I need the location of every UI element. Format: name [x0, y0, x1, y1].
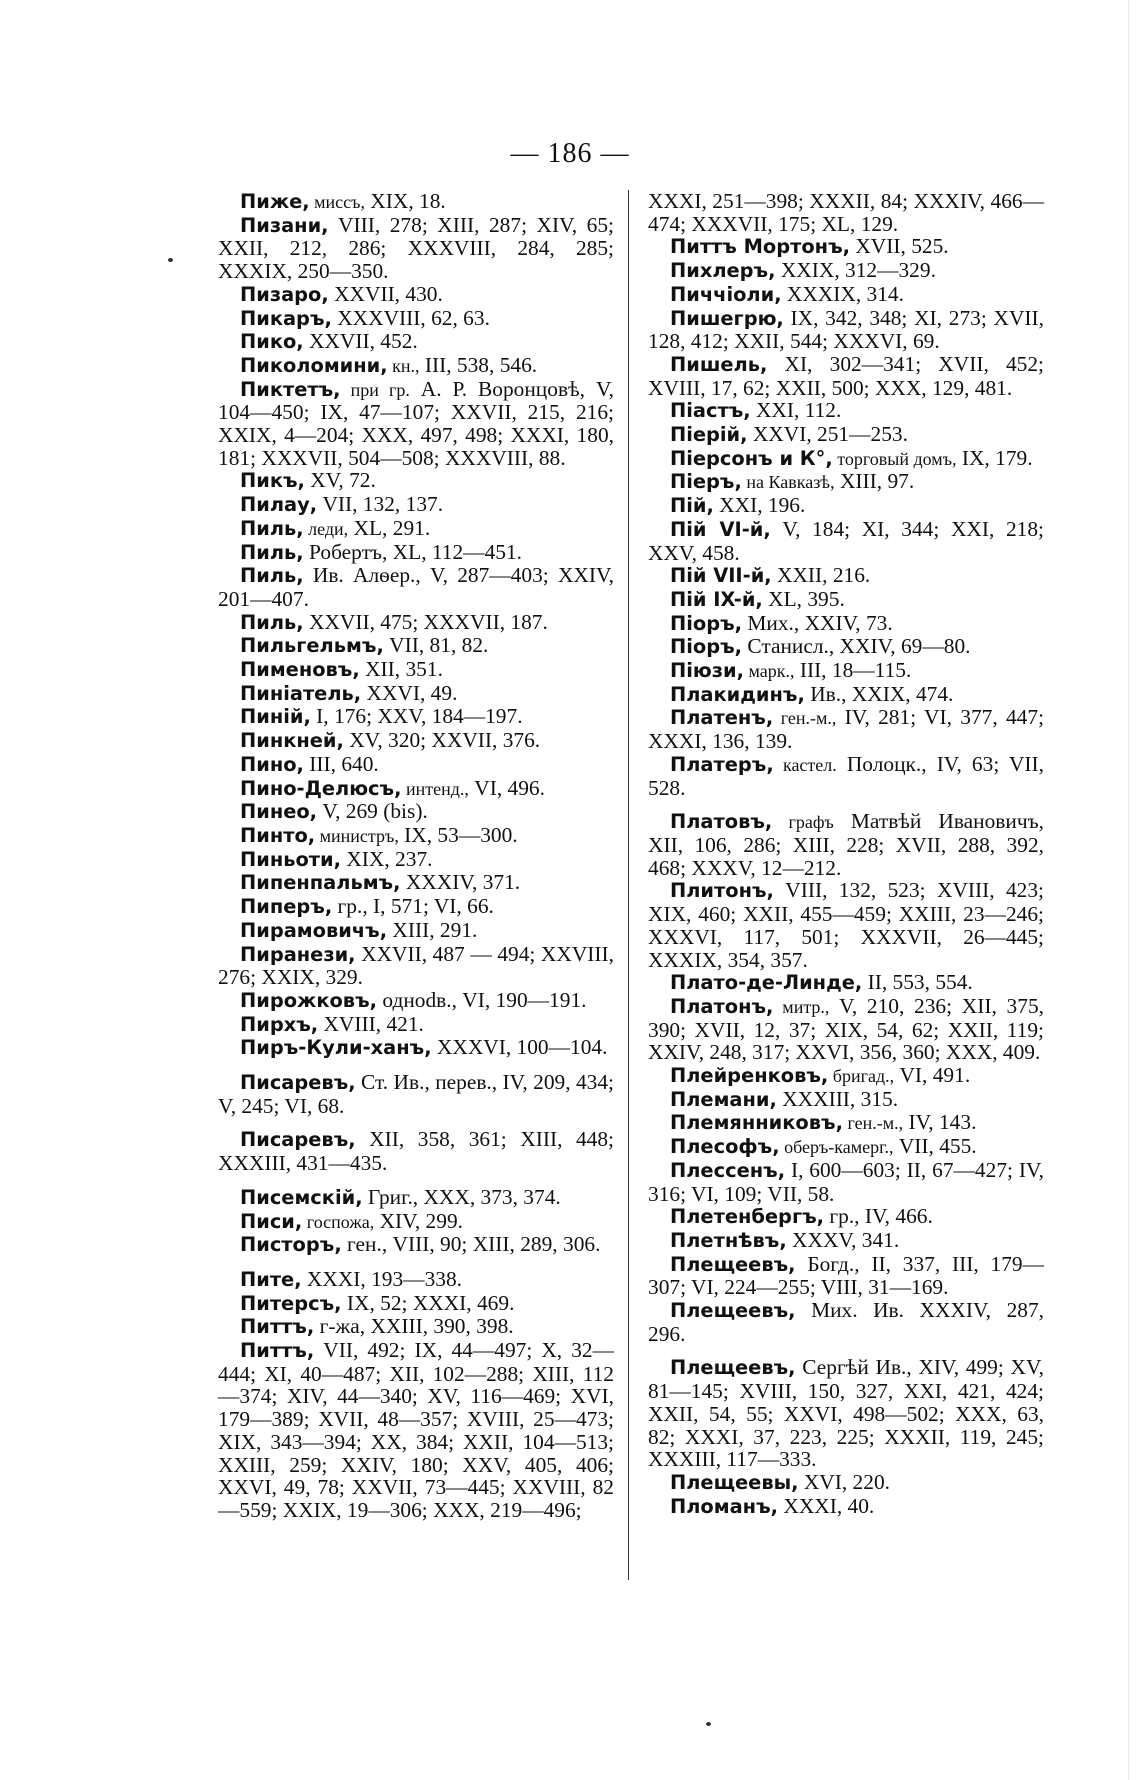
entry-headword: Плещеевъ,: [670, 1299, 796, 1323]
index-entry: [218, 330, 614, 354]
entry-references: VI, 496.: [468, 775, 545, 800]
entry-references: г-жа, XXIII, 390, 398.: [314, 1314, 514, 1339]
entry-note: на Кавказѣ,: [741, 472, 835, 493]
index-entry: [648, 1205, 1044, 1229]
index-entry: [218, 989, 614, 1013]
index-entry: [218, 1128, 614, 1174]
index-entry: [648, 1088, 1044, 1112]
entry-note: марк.,: [743, 661, 795, 682]
entry-headword: Пій IX-й,: [670, 587, 763, 611]
column-divider: [628, 190, 629, 1580]
entry-note: торговый домъ,: [832, 448, 957, 469]
index-entry: [218, 1339, 614, 1522]
entry-references: VIII, 132, 523; XVIII, 423; XIX, 460; XXII, 455—459; XXIII, 23—246; XXXVI, 117, 501; XXXVII, 26—445; XXXIX, 354, 357.: [648, 878, 1044, 972]
entry-references: III, 640.: [303, 751, 379, 776]
entry-references: III, 18—115.: [794, 658, 912, 683]
index-entry: [218, 1292, 614, 1316]
entry-headword: Пиньоти,: [240, 847, 341, 871]
index-entry: [648, 995, 1044, 1064]
entry-headword: Плетенбергъ,: [670, 1205, 825, 1229]
entry-headword: Пико,: [240, 330, 304, 354]
ink-speck: [706, 1722, 711, 1726]
entry-references: одноdв., VI, 190—191.: [377, 987, 587, 1012]
index-entry: [648, 971, 1044, 995]
entry-references: XXXIII, 315.: [776, 1086, 899, 1111]
entry-references: II, 553, 554.: [862, 970, 973, 995]
index-entry: [218, 1013, 614, 1037]
index-entry: [218, 848, 614, 872]
entry-references: XXXI, 193—338.: [301, 1266, 462, 1291]
entry-note: ген.-м.,: [773, 708, 837, 729]
entry-references: XIV, 299.: [374, 1208, 463, 1233]
entry-note: кастел.: [773, 754, 837, 775]
entry-headword: Пизаро,: [240, 282, 329, 306]
entry-headword: Питтъ,: [240, 1315, 315, 1339]
index-entry: [648, 470, 1044, 494]
entry-references: XI, 302—341; XVII, 452; XVIII, 17, 62; XXII, 500; XXX, 129, 481.: [648, 351, 1044, 400]
index-entry: [648, 635, 1044, 659]
entry-headword: Пирамовичъ,: [240, 918, 388, 942]
entry-headword: Пиль,: [240, 610, 304, 634]
index-entry: [648, 659, 1044, 683]
entry-headword: Пиктетъ,: [240, 377, 341, 401]
entry-headword: Піюзи,: [670, 659, 744, 683]
index-entry: [218, 1315, 614, 1339]
entry-headword: Пинкней,: [240, 729, 344, 753]
entry-references: XXVII, 430.: [328, 281, 443, 306]
index-entry: [648, 307, 1044, 353]
entry-headword: Пихлеръ,: [670, 259, 776, 283]
entry-references: Ст. Ив., перев., IV, 209, 434; V, 245; VI, 68.: [218, 1070, 614, 1118]
entry-note: интенд.,: [401, 778, 469, 799]
entry-headword: Плещеевъ,: [670, 1356, 796, 1380]
entry-headword: Пикаръ,: [240, 306, 332, 330]
entry-headword: Піеръ,: [670, 470, 742, 494]
index-entry: [648, 447, 1044, 471]
entry-headword: Пиранези,: [240, 942, 356, 966]
entry-headword: Піерсонъ и К°,: [670, 446, 833, 470]
entry-references: IX, 179.: [956, 445, 1033, 470]
entry-references: ген., VIII, 90; XIII, 289, 306.: [341, 1232, 601, 1257]
entry-note: при гр.: [340, 379, 410, 400]
entry-references: VII, 132, 137.: [317, 492, 444, 517]
index-entry: [648, 1253, 1044, 1299]
entry-references: VII, 492; IX, 44—497; X, 32—444; XI, 40—487; XII, 102—288; XIII, 112—374; XIV, 44—340; XV, 116—469; XVI, 179—389; XVII, 48—357; XVIII, 25—473; XIX, 343—394; XX, 384; XXII, 104—513; XXIII, 259; XXIV, 180; XXV, 405, 406; XXVI, 49, 78; XXVII, 73—445; XXVIII, 82—559; XXIX, 19—306; XXX, 219—496;: [218, 1338, 614, 1522]
index-entry: [218, 800, 614, 824]
entry-references: XXXI, 251—398; XXXII, 84; XXXIV, 466—474; XXXVII, 175; XL, 129.: [648, 189, 1044, 236]
entry-headword: Пишегрю,: [670, 306, 784, 330]
entry-headword: Плакидинъ,: [670, 682, 805, 706]
entry-headword: Пирожковъ,: [240, 988, 378, 1012]
index-entry: [218, 919, 614, 943]
entry-references: XII, 351.: [359, 657, 443, 682]
index-entry: [648, 353, 1044, 399]
entry-references: VIII, 278; XIII, 287; XIV, 65; XXII, 212, 286; XXXVIII, 284, 285; XXXIX, 250—350.: [218, 212, 614, 284]
entry-headword: Плейренковъ,: [670, 1064, 829, 1088]
entry-note: миссъ,: [309, 192, 365, 212]
index-entry: [218, 541, 614, 565]
entry-headword: Пино,: [240, 752, 304, 776]
index-entry: [218, 307, 614, 331]
entry-references: XXVII, 475; XXXVII, 187.: [303, 609, 548, 634]
index-entry: [648, 1064, 1044, 1088]
index-entry: [648, 564, 1044, 588]
entry-note: кн.,: [387, 355, 420, 376]
entry-references: XXXV, 341.: [786, 1227, 900, 1252]
index-entry: [218, 1268, 614, 1292]
entry-references: XXXVI, 100—104.: [431, 1035, 608, 1060]
entry-headword: Писаревъ,: [240, 1128, 356, 1152]
entry-headword: Плесофъ,: [670, 1135, 780, 1159]
index-entry: [218, 493, 614, 517]
entry-headword: Пиперъ,: [240, 895, 333, 919]
index-entry: [218, 1210, 614, 1234]
entry-headword: Пирхъ,: [240, 1012, 319, 1036]
entry-headword: Пинео,: [240, 800, 318, 824]
entry-headword: Пиніатель,: [240, 681, 362, 705]
entry-headword: Платонъ,: [670, 994, 774, 1018]
entry-headword: Пименовъ,: [240, 658, 360, 682]
entry-references: XL, 395.: [762, 586, 845, 611]
entry-headword: Плетнѣвъ,: [670, 1228, 787, 1252]
entry-headword: Питтъ Мортонъ,: [670, 235, 851, 259]
entry-headword: Писторъ,: [240, 1233, 342, 1257]
entry-references: VI, 491.: [894, 1063, 971, 1088]
entry-note: бригад.,: [828, 1066, 895, 1087]
index-entry: [648, 1159, 1044, 1205]
index-entry: [648, 1495, 1044, 1519]
index-entry: [218, 777, 614, 801]
entry-headword: Пиль,: [240, 540, 304, 564]
index-entry: [648, 283, 1044, 307]
index-entry: [218, 1186, 614, 1210]
entry-references: VII, 81, 82.: [383, 633, 489, 658]
index-entry: [218, 517, 614, 541]
entry-references: III, 538, 546.: [419, 352, 538, 377]
index-entry: [218, 611, 614, 635]
index-entry: [218, 469, 614, 493]
index-entry: [218, 1036, 614, 1060]
index-entry: [648, 753, 1044, 799]
index-entry: [218, 658, 614, 682]
entry-references: Полоцк., IV, 63; VII, 528.: [648, 751, 1044, 800]
entry-headword: Писаревъ,: [240, 1071, 356, 1095]
entry-references: гр., IV, 466.: [824, 1204, 933, 1229]
entry-references: гр., I, 571; VI, 66.: [332, 894, 494, 919]
entry-references: IX, 342, 348; XI, 273; XVII, 128, 412; XXII, 544; XXXVI, 69.: [648, 305, 1044, 354]
index-entry: [648, 1229, 1044, 1253]
entry-references: XVIII, 421.: [318, 1011, 424, 1036]
entry-references: XXXIX, 314.: [781, 281, 904, 306]
entry-headword: Племани,: [670, 1087, 777, 1111]
index-entry: [218, 705, 614, 729]
entry-headword: Піастъ,: [670, 399, 751, 423]
entry-references: XIII, 97.: [834, 469, 915, 494]
entry-references: IV, 281; VI, 377, 447; XXXI, 136, 139.: [648, 705, 1045, 754]
entry-headword: Платенъ,: [670, 706, 774, 730]
entry-references: Ив., XXIX, 474.: [804, 681, 954, 706]
index-entry: [648, 1356, 1044, 1471]
entry-references: XIX, 237.: [341, 846, 433, 871]
entry-references: Богд., II, 337, III, 179—307; VI, 224—255; VIII, 31—169.: [648, 1251, 1044, 1300]
entry-references: Мих., XXIV, 73.: [742, 610, 893, 635]
entry-references: VII, 455.: [893, 1134, 977, 1159]
index-entry: [648, 259, 1044, 283]
entry-headword: Піерій,: [670, 423, 748, 447]
entry-headword: Писи,: [240, 1209, 303, 1233]
index-entry: [218, 824, 614, 848]
entry-headword: Пій VI-й,: [670, 517, 771, 541]
entry-headword: Пиль,: [240, 516, 304, 540]
entry-references: Матвѣй Ивановичъ, XII, 106, 286; XIII, 228; XVII, 288, 392, 468; XXXV, 12—212.: [648, 809, 1045, 880]
index-entry: [218, 354, 614, 378]
entry-headword: Плещеевъ,: [670, 1252, 796, 1276]
entry-headword: Пломанъ,: [670, 1494, 779, 1518]
entry-headword: Пиколомини,: [240, 353, 388, 377]
entry-headword: Пинто,: [240, 823, 316, 847]
entry-headword: Плещеевы,: [670, 1470, 799, 1494]
entry-headword: Пипенпальмъ,: [240, 871, 401, 895]
entry-references: I, 176; XXV, 184—197.: [310, 704, 523, 729]
entry-note: леди,: [303, 518, 349, 539]
entry-headword: Пите,: [240, 1267, 302, 1291]
entry-references: XIX, 18.: [364, 189, 446, 213]
index-entry: [648, 190, 1044, 235]
index-entry: [648, 588, 1044, 612]
entry-note: митр.,: [773, 996, 830, 1017]
entry-headword: Піоръ,: [670, 611, 743, 635]
index-entry: [218, 1071, 614, 1117]
index-entry: [648, 1299, 1044, 1345]
entry-references: XV, 72.: [304, 468, 376, 493]
index-entry: [648, 494, 1044, 518]
entry-references: Мих. Ив. XXXIV, 287, 296.: [648, 1298, 1044, 1346]
index-entry: [648, 399, 1044, 423]
index-entry: [648, 810, 1044, 879]
entry-references: V, 184; XI, 344; XXI, 218; XXV, 458.: [648, 516, 1044, 565]
index-entry: [648, 1135, 1044, 1159]
entry-references: Робертъ, XL, 112—451.: [303, 539, 523, 564]
entry-note: госпожа,: [302, 1211, 375, 1232]
entry-note: графъ: [772, 812, 834, 833]
entry-headword: Платеръ,: [670, 752, 774, 776]
entry-headword: Племянниковъ,: [670, 1111, 843, 1135]
entry-headword: Платовъ,: [670, 810, 773, 834]
index-entry: [218, 871, 614, 895]
index-entry: [218, 283, 614, 307]
entry-references: XXI, 112.: [750, 398, 842, 423]
page-edge-line: [1128, 0, 1129, 1780]
entry-headword: Пино-Делюсъ,: [240, 776, 402, 800]
index-entry: [218, 190, 614, 214]
entry-references: XVII, 525.: [850, 234, 949, 259]
index-entry: [648, 879, 1044, 971]
entry-headword: Пиль,: [240, 564, 304, 588]
entry-references: IX, 52; XXXI, 469.: [341, 1290, 515, 1315]
entry-headword: Плитонъ,: [670, 879, 774, 903]
entry-references: Ив. Алѳер., V, 287—403; XXIV, 201—407.: [218, 563, 614, 611]
entry-headword: Пиччіоли,: [670, 282, 782, 306]
entry-headword: Пиній,: [240, 705, 311, 729]
index-entry: [648, 706, 1044, 752]
entry-references: IX, 53—300.: [398, 822, 518, 847]
entry-references: XV, 320; XXVII, 376.: [343, 728, 541, 753]
index-entry: [218, 634, 614, 658]
entry-note: оберъ-камерг.,: [779, 1137, 894, 1158]
index-entry: [218, 943, 614, 989]
index-entry: [648, 683, 1044, 707]
entry-references: XXXVIII, 62, 63.: [331, 305, 490, 330]
index-entry: [648, 612, 1044, 636]
page-number: — 186 —: [510, 138, 630, 169]
entry-headword: Пилау,: [240, 493, 318, 517]
index-entry: [648, 423, 1044, 447]
entry-references: XXVI, 251—253.: [747, 422, 908, 447]
index-column-left: [218, 190, 614, 1522]
entry-references: Станисл., XXIV, 69—80.: [742, 634, 971, 659]
entry-headword: Плессенъ,: [670, 1158, 786, 1182]
entry-references: IV, 143.: [903, 1110, 977, 1135]
entry-references: XXVII, 452.: [303, 329, 418, 354]
entry-references: XL, 291.: [348, 515, 431, 540]
entry-references: XXXI, 40.: [778, 1493, 875, 1518]
entry-headword: Пишель,: [670, 352, 768, 376]
entry-note: министръ,: [315, 825, 399, 846]
entry-headword: Пильгельмъ,: [240, 634, 384, 658]
entry-references: XXII, 216.: [771, 563, 871, 588]
index-entry: [218, 753, 614, 777]
entry-references: Сергѣй Ив., XIV, 499; XV, 81—145; XVIII, 150, 327, XXI, 421, 424; XXII, 54, 55; XXVI, 498—502; XXX, 63, 82; XXXI, 37, 223, 225; XXXII, 119, 245; XXXIII, 117—333.: [648, 1355, 1044, 1472]
entry-note: ген.-м.,: [842, 1113, 904, 1134]
entry-headword: Писемскій,: [240, 1185, 363, 1209]
index-entry: [218, 729, 614, 753]
index-entry: [218, 682, 614, 706]
entry-headword: Пизани,: [240, 213, 329, 237]
index-entry: [648, 235, 1044, 259]
entry-references: I, 600—603; II, 67—427; IV, 316; VI, 109; VII, 58.: [648, 1157, 1044, 1206]
entry-references: XXVI, 49.: [361, 680, 458, 705]
entry-references: XXIX, 312—329.: [775, 258, 936, 283]
entry-references: XXI, 196.: [713, 493, 806, 518]
entry-headword: Питтъ,: [240, 1339, 315, 1363]
index-entry: [218, 1233, 614, 1257]
entry-references: XII, 358, 361; XIII, 448; XXXIII, 431—435.: [218, 1127, 614, 1176]
entry-headword: Пиже,: [240, 190, 310, 213]
entry-headword: Питерсъ,: [240, 1291, 342, 1315]
entry-headword: Пиръ-Кули-ханъ,: [240, 1036, 432, 1060]
ink-speck: [168, 258, 173, 262]
entry-headword: Пій,: [670, 494, 714, 518]
index-entry: [648, 1471, 1044, 1495]
entry-references: А. Р. Воронцовѣ, V, 104—450; IX, 47—107; XXVII, 215, 216; XXIX, 4—204; XXX, 497, 498; XXXI, 180, 181; XXXVII, 504—508; XXXVIII, 88.: [218, 376, 614, 470]
index-entry: [218, 378, 614, 470]
entry-references: XXVII, 487 — 494; XXVIII, 276; XXIX, 329.: [218, 941, 614, 990]
entry-references: XIII, 291.: [387, 917, 478, 942]
index-entry: [648, 518, 1044, 564]
entry-headword: Пикъ,: [240, 469, 305, 493]
entry-references: XVI, 220.: [798, 1469, 890, 1494]
index-column-right: [648, 190, 1044, 1518]
entry-headword: Піоръ,: [670, 635, 743, 659]
entry-references: Григ., XXX, 373, 374.: [362, 1184, 561, 1209]
index-entry: [218, 214, 614, 283]
index-entry: [218, 895, 614, 919]
entry-headword: Плато-де-Линде,: [670, 971, 863, 995]
index-entry: [648, 1111, 1044, 1135]
entry-references: XXXIV, 371.: [400, 870, 521, 895]
index-entry: [218, 564, 614, 610]
entry-references: V, 269 (bis).: [317, 799, 428, 824]
entry-references: V, 210, 236; XII, 375, 390; XVII, 12, 37; XIX, 54, 62; XXII, 119; XXIV, 248, 317; XXVI, 356, 360; XXX, 409.: [648, 993, 1044, 1065]
entry-headword: Пій VII-й,: [670, 564, 772, 588]
